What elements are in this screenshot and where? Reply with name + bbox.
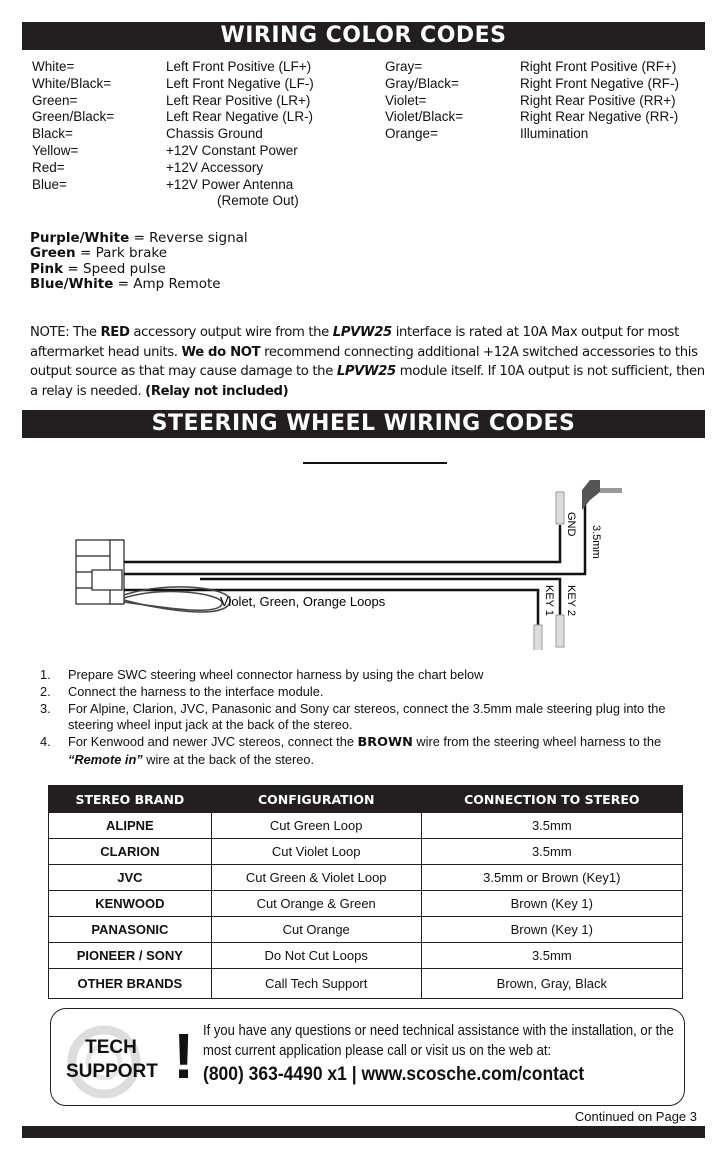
wire-function: Right Rear Positive (RR+) <box>520 92 676 108</box>
stereo-config-table <box>48 785 683 999</box>
signal-item: Blue/White = Amp Remote <box>30 276 221 293</box>
table-row <box>49 865 683 891</box>
wire-color: Violet/Black= <box>385 109 464 125</box>
table-cell: Brown (Key 1) <box>421 917 682 943</box>
key2-label: KEY 2 <box>565 585 577 616</box>
loops-label: Violet, Green, Orange Loops <box>220 594 386 609</box>
signal-item: Green = Park brake <box>30 245 168 262</box>
signal-item: Purple/White = Reverse signal <box>30 230 248 246</box>
wire-function: Left Rear Negative (LR-) <box>166 109 314 125</box>
table-cell: Cut Orange & Green <box>211 891 421 917</box>
wire-color: Gray= <box>385 59 423 74</box>
table-cell: Call Tech Support <box>211 969 421 999</box>
table-cell: 3.5mm <box>421 813 682 839</box>
column-header: CONNECTION TO STEREO <box>421 786 682 813</box>
table-cell: Cut Green & Violet Loop <box>211 865 421 891</box>
wire-color: Orange= <box>385 126 438 142</box>
step: 2. Connect the harness to the interface module. <box>40 683 324 699</box>
table-cell: Cut Orange <box>211 917 421 943</box>
table-row <box>49 917 683 943</box>
support-text: If you have any questions or need technical assistance with the installation, or the most current application please call or visit us on the web at: <box>203 1023 674 1059</box>
instructions-list <box>30 667 700 769</box>
table-row <box>49 813 683 839</box>
wire-color: Yellow= <box>32 143 79 158</box>
harness-diagram <box>60 470 700 650</box>
footer-bar <box>22 1126 705 1138</box>
wire-function: Left Front Positive (LF+) <box>166 59 312 74</box>
wire-function: Right Front Negative (RF-) <box>520 75 680 91</box>
table-cell: 3.5mm <box>421 943 682 969</box>
tech-support-box <box>50 1008 685 1106</box>
wire-color: Gray/Black= <box>385 75 459 91</box>
table-cell: Brown (Key 1) <box>421 891 682 917</box>
wire-color: White/Black= <box>32 75 112 91</box>
wiring-color-codes-header: WIRING COLOR CODES <box>22 22 705 50</box>
continued-note: Continued on Page 3 <box>574 1109 697 1124</box>
step: 3. For Alpine, Clarion, JVC, Panasonic and Sony car stereos, connect the 3.5mm male steering plug into the steering wheel input jack at the back of the stereo. <box>40 700 666 733</box>
jack-icon <box>582 480 600 510</box>
signal-item: Pink = Speed pulse <box>30 260 166 277</box>
table-cell: Brown, Gray, Black <box>421 969 682 999</box>
table-cell: Cut Violet Loop <box>211 839 421 865</box>
wire-color: Black= <box>32 126 73 142</box>
wire-color: Blue= <box>32 176 67 192</box>
signal-list <box>30 231 248 293</box>
wire-function: +12V Power Antenna <box>166 176 294 192</box>
wire-function: Left Rear Positive (LR+) <box>166 92 311 108</box>
key1-label: KEY 1 <box>543 585 555 616</box>
jack-label: 3.5mm <box>590 525 602 559</box>
column-header: CONFIGURATION <box>211 786 421 813</box>
table-cell: PANASONIC <box>49 917 212 943</box>
wire-function: Right Front Positive (RF+) <box>520 59 677 74</box>
wire-function: +12V Accessory <box>166 159 264 175</box>
step: 1. Prepare SWC steering wheel connector harness by using the chart below <box>40 667 484 682</box>
wire-function: Right Rear Negative (RR-) <box>520 109 679 125</box>
note-paragraph: NOTE: The RED accessory output wire from the LPVW25 interface is rated at 10A Max output for most aftermarket head units. We do NOT recommend connecting additional +12A switched accessories to this output source as that may cause damage to the LPVW25 module itself. If 10A output is not sufficient, then a relay is needed. (Relay not included) <box>30 325 705 399</box>
wire-color: Green/Black= <box>32 109 115 125</box>
steering-wheel-header: STEERING WHEEL WIRING CODES <box>22 410 705 438</box>
step: 4. For Kenwood and newer JVC stereos, connect the BROWN wire from the steering wheel harness to the “Remote in” wire at the back of the stereo. <box>40 734 662 767</box>
exclamation-icon: ! <box>173 1020 195 1092</box>
gnd-label: GND <box>565 512 577 537</box>
wire-function: Left Front Negative (LF-) <box>166 75 314 91</box>
wire-color: White= <box>32 59 75 74</box>
wire-color: Green= <box>32 92 78 108</box>
table-cell: 3.5mm or Brown (Key1) <box>421 865 682 891</box>
connector-icon <box>76 540 124 604</box>
table-cell: PIONEER / SONY <box>49 943 212 969</box>
table-cell: KENWOOD <box>49 891 212 917</box>
table-cell: Do Not Cut Loops <box>211 943 421 969</box>
support-contact[interactable]: (800) 363-4490 x1 | www.scosche.com/contact <box>203 1064 585 1085</box>
table-row <box>49 943 683 969</box>
table-cell: 3.5mm <box>421 839 682 865</box>
fuse-icons <box>534 492 564 650</box>
table-row <box>49 839 683 865</box>
table-row <box>49 969 683 999</box>
table-cell: Cut Green Loop <box>211 813 421 839</box>
table-cell: JVC <box>49 865 212 891</box>
table-cell: ALIPNE <box>49 813 212 839</box>
wire-function: Illumination <box>520 126 589 142</box>
wire-function: Chassis Ground <box>166 126 263 142</box>
table-cell: OTHER BRANDS <box>49 969 212 999</box>
wire-color: Violet= <box>385 92 427 108</box>
table-cell: CLARION <box>49 839 212 865</box>
blue-note: (Remote Out) <box>217 193 299 208</box>
wire-function: +12V Constant Power <box>166 143 298 158</box>
table-row <box>49 891 683 917</box>
divider <box>303 462 447 464</box>
wire-color: Red= <box>32 159 65 175</box>
tech-support-logo: TECH SUPPORT <box>66 1037 158 1082</box>
column-header: STEREO BRAND <box>49 786 212 813</box>
